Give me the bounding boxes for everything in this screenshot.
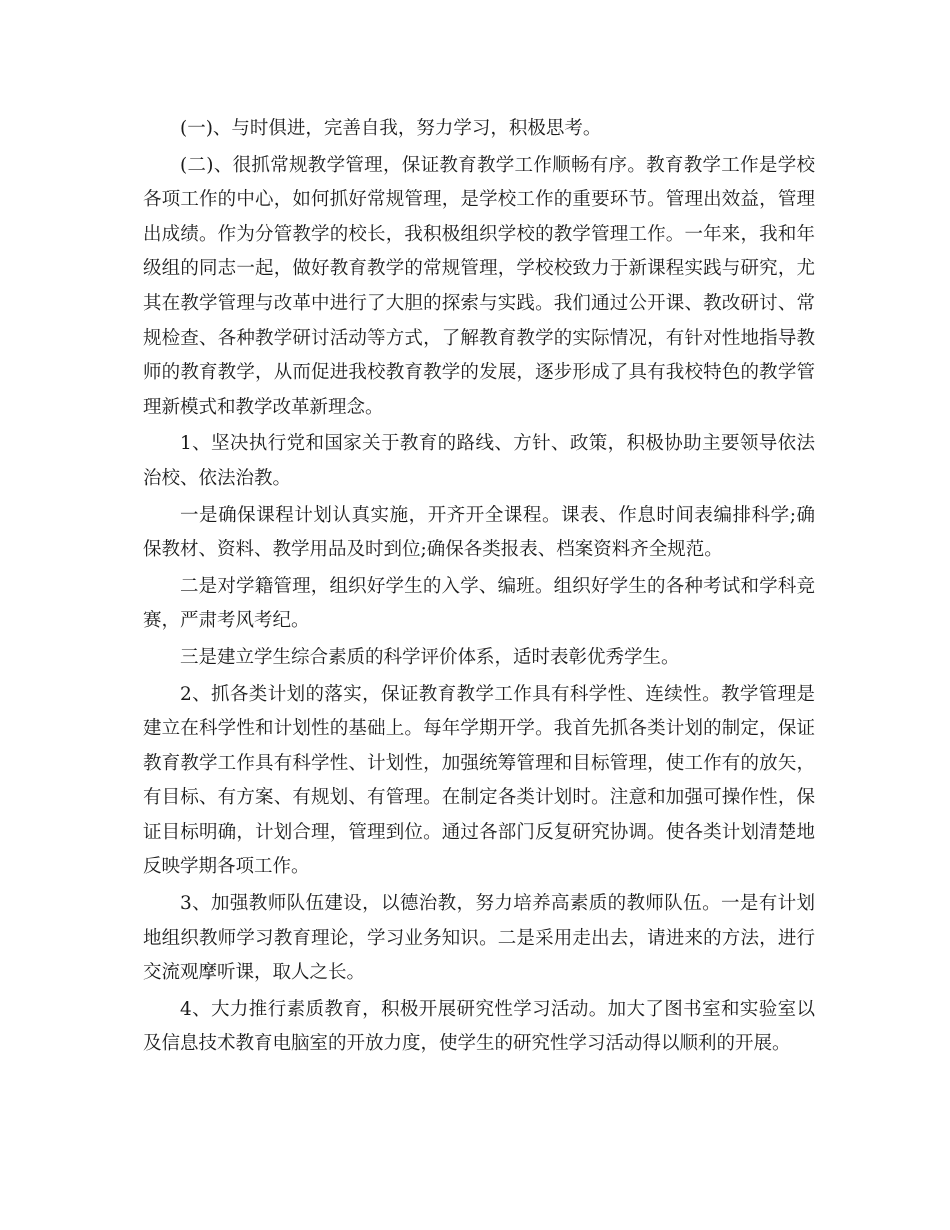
paragraph-9: 4、大力推行素质教育，积极开展研究性学习活动。加大了图书室和实验室以及信息技术教育电脑室的开放力度，使学生的研究性学习活动得以顺利的开展。: [143, 998, 815, 1055]
paragraph-3: 1、坚决执行党和国家关于教育的路线、方针、政策，积极协助主要领导依法治校、依法治教。: [143, 433, 815, 489]
paragraph-2: (二)、很抓常规教学管理，保证教育教学工作顺畅有序。教育教学工作是学校各项工作的中心，如何抓好常规管理，是学校工作的重要环节。管理出效益，管理出成绩。作为分管教学的校长，我积极组织学校的教学管理工作。一年来，我和年级组的同志一起，做好教育教学的常规管理，学校校致力于新课程实践与研究，尤其在教学管理与改革中进行了大胆的探索与实践。我们通过公开课、教改研讨、常规检查、各种教学研讨活动等方式，了解教育教学的实际情况，有针对性地指导教师的教育教学，从而促进我校教育教学的发展，逐步形成了具有我校特色的教学管理新模式和教学改革新理念。: [143, 154, 815, 418]
paragraph-6: 三是建立学生综合素质的科学评价体系，适时表彰优秀学生。: [180, 646, 680, 668]
document-body: [143, 112, 815, 1064]
paragraph-5: 二是对学籍管理，组织好学生的入学、编班。组织好学生的各种考试和学科竞赛，严肃考风考纪。: [143, 575, 815, 632]
paragraph-8: 3、加强教师队伍建设，以德治教，努力培养高素质的教师队伍。一是有计划地组织教师学习教育理论，学习业务知识。二是采用走出去，请进来的方法，进行交流观摩听课，取人之长。: [143, 893, 815, 984]
paragraph-7: 2、抓各类计划的落实，保证教育教学工作具有科学性、连续性。教学管理是建立在科学性和计划性的基础上。每年学期开学。我首先抓各类计划的制定，保证教育教学工作具有科学性、计划性，加强统筹管理和目标管理，使工作有的放矢，有目标、有方案、有规划、有管理。在制定各类计划时。注意和加强可操作性，保证目标明确，计划合理，管理到位。通过各部门反复研究协调。使各类计划清楚地反映学期各项工作。: [143, 683, 815, 878]
paragraph-1: (一)、与时俱进，完善自我，努力学习，积极思考。: [180, 118, 602, 139]
paragraph-4: 一是确保课程计划认真实施，开齐开全课程。课表、作息时间表编排科学;确保教材、资料、教学用品及时到位;确保各类报表、档案资料齐全规范。: [143, 504, 815, 561]
